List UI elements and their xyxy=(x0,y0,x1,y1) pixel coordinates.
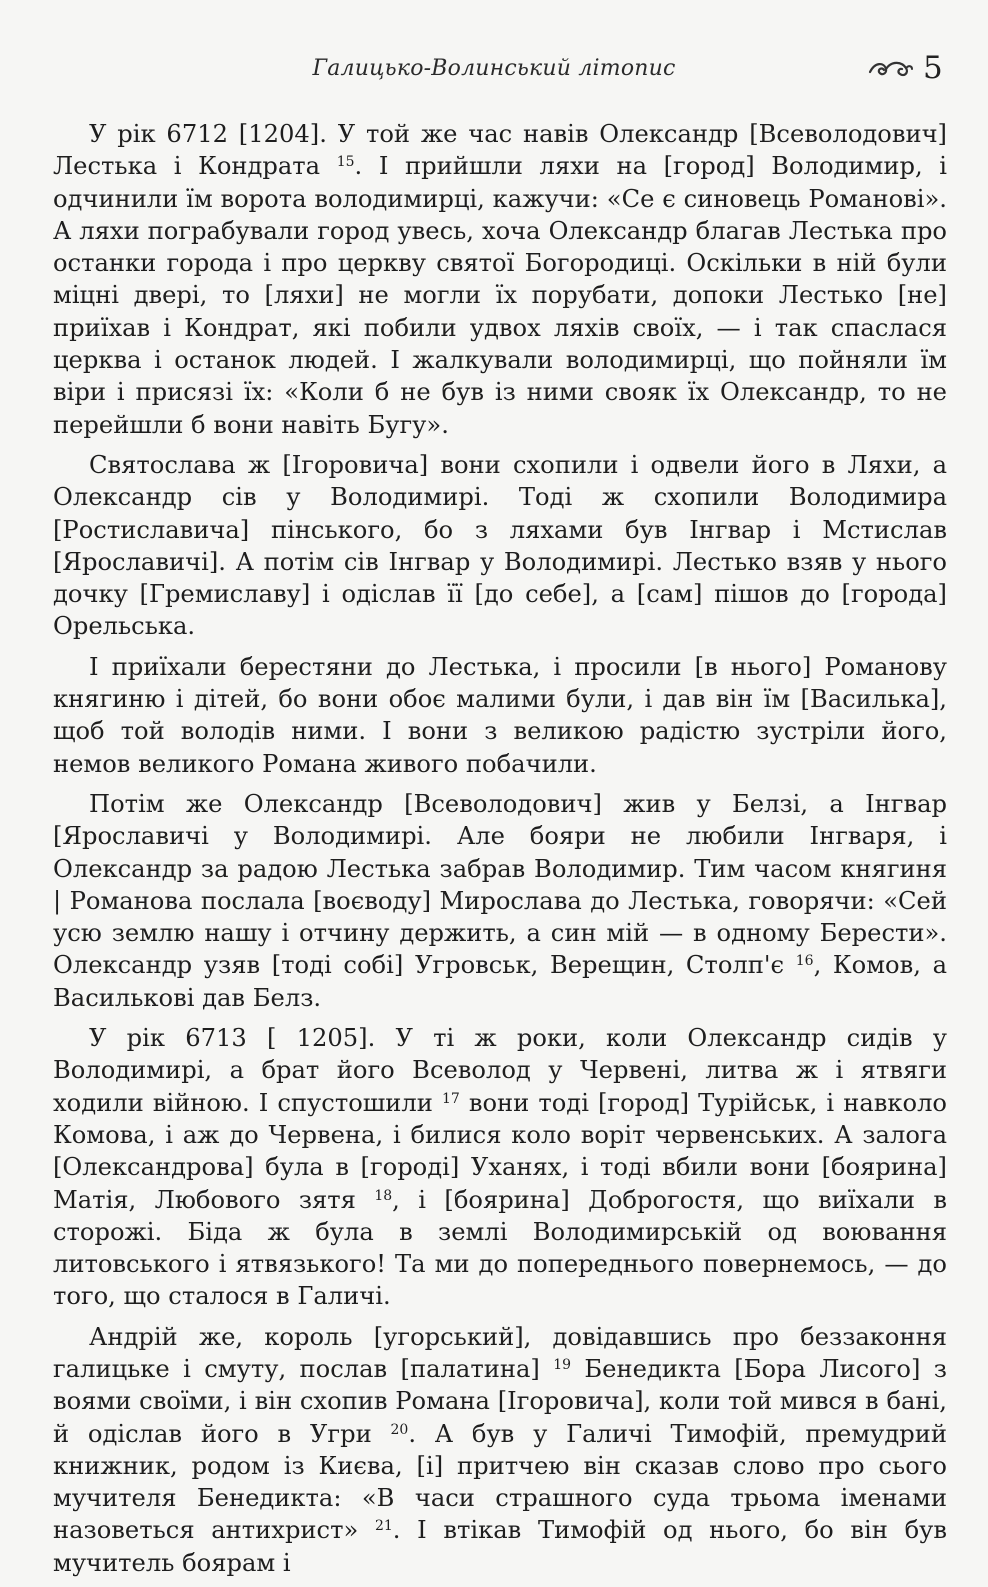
paragraph-text: . І втікав Тимофій од нього, бо він був мучитель боярам і xyxy=(53,1516,947,1577)
paragraph xyxy=(53,449,947,643)
paragraph-text: Андрій же, король [угорський], довідавшись про беззаконня галицьке і смуту, послав [палатина] xyxy=(53,1322,947,1383)
footnote-marker: 21 xyxy=(374,1518,393,1535)
running-header xyxy=(0,50,988,90)
footnote-marker: 16 xyxy=(795,953,814,970)
page-number: 5 xyxy=(923,50,943,86)
paragraph-text: . І прийшли ляхи на [город] Володимир, і одчинили їм ворота володимирці, кажучи: «Се є синовець Романові». А ляхи пограбували город увесь, хоча Олександр благав Лестька про останки города і про церкву святої Богородиці. Оскільки в ній були міцні двері, то [ляхи] не могли їх порубати, допоки Лестько [не] приїхав і Кондрат, які побили удвох ляхів своїх, — і так спаслася церква і останок людей. І жалкували володимирці, що пойняли їм віри і присязі їх: «Коли б не був із ними свояк їх Олександр, то не перейшли б вони навіть Бугу». xyxy=(53,152,947,439)
paragraph xyxy=(53,788,947,1014)
body-text xyxy=(53,106,947,1587)
paragraph xyxy=(53,1022,947,1313)
footnote-marker: 18 xyxy=(374,1187,393,1204)
paragraph xyxy=(53,651,947,780)
footnote-marker: 17 xyxy=(441,1090,460,1107)
paragraph-text: , і [боярина] Доброгостя, що виїхали в сторожі. Біда ж була в землі Володимирській од воювання литовського і ятвязького! Та ми до попереднього повернемось, — до того, що сталося в Галичі. xyxy=(53,1185,948,1311)
paragraph-text: . А був у Галичі Тимофій, премудрий книжник, родом із Києва, [і] притчею він сказав слово про сього мучителя Бенедикта: «В часи страшного суда трьома іменами назоветься антихрист» xyxy=(53,1419,948,1545)
paragraph-text: Потім же Олександр [Всеволодович] жив у Белзі, а Інгвар [Ярославичі у Володимирі. Але бояри не любили Інгваря, і Олександр за радою Лестька забрав Володимир. Тим часом княгиня | Романова послала [воєводу] Мирослава до Лестька, говорячи: «Сей усю землю нашу і отчину держить, а син мій — в одному Берести». Олександр узяв [тоді собі] Угровськ, Верещин, Столп'є xyxy=(53,789,947,980)
paragraph-text: У рік 6713 [ 1205]. У ті ж роки, коли Олександр сидів у Володимирі, а брат його Всеволод у Червені, литва ж і ятвяги ходили війною. І спустошили xyxy=(53,1024,947,1117)
footnote-marker: 19 xyxy=(553,1356,572,1373)
footnote-marker: 20 xyxy=(390,1421,409,1438)
paragraph-text: Бенедикта [Бора Лисого] з воями своїми, і він схопив Романа [Ігоровича], коли той мився в бані, й одіслав його в Угри xyxy=(53,1354,947,1448)
paragraph-text: Святослава ж [Ігоровича] вони схопили і одвели його в Ляхи, а Олександр сів у Володимирі. Тоді ж схопили Володимира [Ростиславича] пінського, бо з ляхами був Інгвар і Мстислав [Ярославичі]. А потім сів Інгвар у Володимирі. Лестько взяв у нього дочку [Гремиславу] і одіслав її [до себе], а [сам] пішов до [города] Орельська. xyxy=(53,450,947,641)
paragraph-text: , Комов, а Василькові дав Белз. xyxy=(53,951,947,1012)
swirl-ornament-icon xyxy=(866,56,914,82)
paragraph-text: вони тоді [город] Турійськ, і навколо Комова, і аж до Червена, і билися коло воріт червенських. А залога [Олександрова] була в [городі] Уханях, і тоді вбили вони [боярина] Матія, Любового зятя xyxy=(53,1088,947,1214)
running-title: Галицько-Волинський літопис xyxy=(312,56,676,81)
paragraph xyxy=(53,118,947,441)
paragraph-text: У рік 6712 [1204]. У той же час навів Олександр [Всеволодович] Лестька і Кондрата xyxy=(53,120,947,181)
paragraph-text: І приїхали берестяни до Лестька, і просили [в нього] Романову княгиню і дітей, бо вони обоє малими були, і дав він їм [Василька], щоб той володів ними. І вони з великою радістю зустріли його, немов великого Романа живого побачили. xyxy=(53,652,947,778)
paragraph xyxy=(53,1321,947,1579)
footnote-marker: 15 xyxy=(336,154,355,171)
